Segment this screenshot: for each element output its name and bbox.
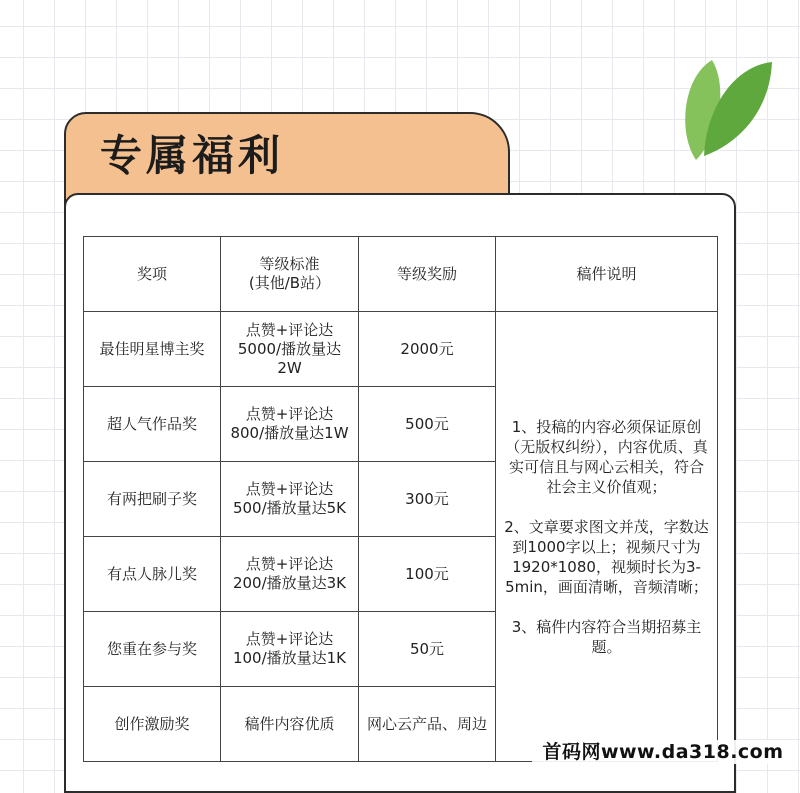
criteria-line: 500/播放量达5K <box>232 499 347 517</box>
page-title: 专属福利 <box>100 131 285 180</box>
note-item: 1、投稿的内容必须保证原创（无版权纠纷），内容优质、真实可信且与网心云相关，符合社会主义价值观； <box>505 417 708 496</box>
criteria-line: 点赞+评论达 <box>245 480 334 498</box>
criteria-line: 800/播放量达1W <box>230 424 349 442</box>
watermark: 首码网www.da318.com <box>532 740 794 764</box>
table-row <box>84 312 718 387</box>
header-reward: 等级奖励 <box>359 237 496 312</box>
note-gap <box>502 497 711 517</box>
criteria-line: 200/播放量达3K <box>232 574 347 592</box>
header-award: 奖项 <box>84 237 221 312</box>
table-header-row <box>84 237 718 312</box>
criteria-line: 稿件内容优质 <box>244 714 335 733</box>
award-reward: 300元 <box>359 462 496 537</box>
award-name: 您重在参与奖 <box>84 612 221 687</box>
award-name: 创作激励奖 <box>84 687 221 762</box>
award-name: 有点人脉儿奖 <box>84 537 221 612</box>
leaf-icon <box>676 56 776 166</box>
award-criteria <box>221 537 359 612</box>
criteria-line: 点赞+评论达 <box>245 630 334 648</box>
award-reward: 500元 <box>359 387 496 462</box>
awards-table <box>83 236 718 762</box>
criteria-line: 2W <box>277 358 302 377</box>
award-name: 最佳明星博主奖 <box>84 312 221 387</box>
submission-notes <box>496 312 718 762</box>
award-criteria <box>221 462 359 537</box>
criteria-line: 点赞+评论达 <box>245 555 334 573</box>
criteria-line: 100/播放量达1K <box>232 649 347 667</box>
note-gap <box>502 597 711 617</box>
note-item: 3、稿件内容符合当期招募主题。 <box>511 617 702 656</box>
award-reward: 100元 <box>359 537 496 612</box>
award-reward: 网心云产品、周边 <box>359 687 496 762</box>
award-criteria <box>221 687 359 762</box>
award-name: 超人气作品奖 <box>84 387 221 462</box>
header-criteria-line2: (其他/B站） <box>248 274 331 292</box>
award-criteria <box>221 312 359 387</box>
note-item: 2、文章要求图文并茂，字数达到1000字以上；视频尺寸为1920*1080，视频时长为3-5min，画面清晰，音频清晰； <box>504 517 709 596</box>
header-criteria-line1: 等级标准 <box>259 255 320 273</box>
criteria-line: 点赞+评论达 <box>245 320 334 339</box>
header-criteria <box>221 237 359 312</box>
header-notes: 稿件说明 <box>496 237 718 312</box>
award-criteria <box>221 387 359 462</box>
criteria-line: 点赞+评论达 <box>245 405 334 423</box>
award-name: 有两把刷子奖 <box>84 462 221 537</box>
award-reward: 50元 <box>359 612 496 687</box>
criteria-line: 5000/播放量达 <box>237 339 342 358</box>
award-reward: 2000元 <box>359 312 496 387</box>
award-criteria <box>221 612 359 687</box>
